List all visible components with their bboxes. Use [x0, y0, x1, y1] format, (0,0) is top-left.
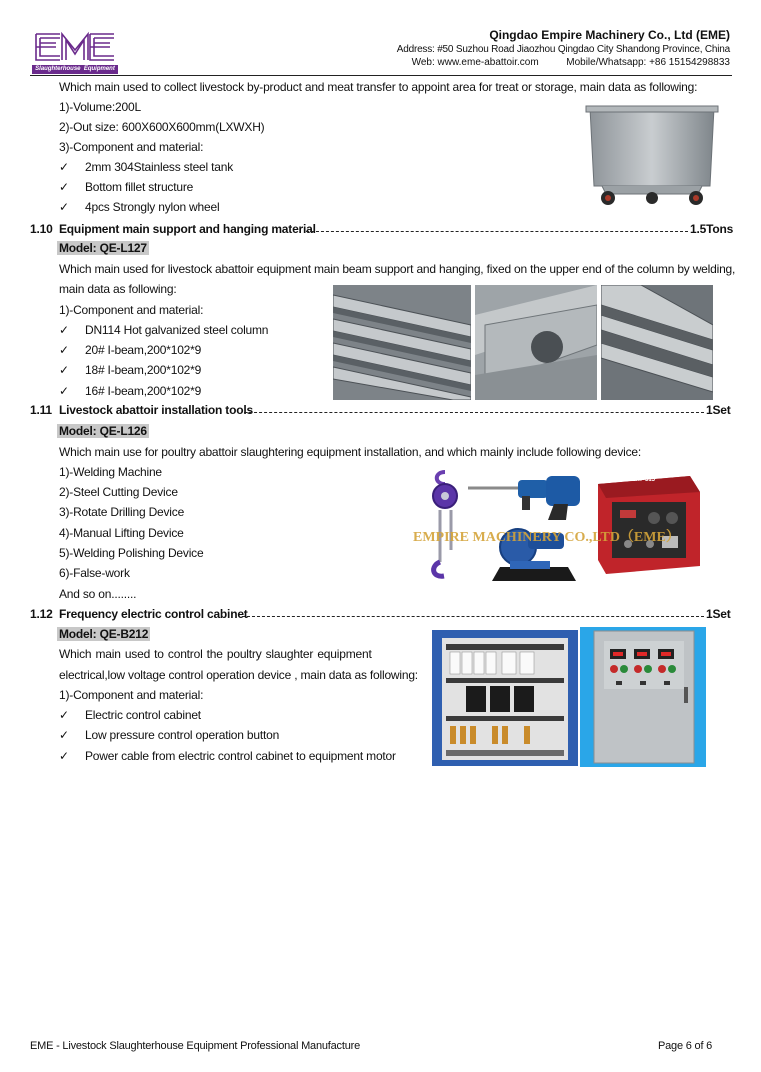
section-description-cont: main data as following:	[59, 282, 177, 296]
i-beam-stack-image	[333, 285, 471, 400]
tool-item: And so on........	[59, 587, 137, 601]
dotted-leader	[242, 616, 704, 617]
section-number: 1.11	[30, 403, 52, 417]
component-item: ✓ 18# I-beam,200*102*9	[85, 363, 201, 377]
tool-item: 5)-Welding Polishing Device	[59, 546, 204, 560]
company-logo	[30, 30, 120, 76]
component-item: ✓ DN114 Hot galvanized steel column	[85, 323, 268, 337]
control-cabinet-exterior-image	[580, 627, 706, 767]
section-description: Which main used for livestock abattoir equipment main beam support and hanging, fixed on the upper end of the column by welding,	[59, 262, 736, 276]
header-rule	[30, 75, 732, 76]
steel-tank-cart-image	[582, 98, 722, 208]
tool-item: 4)-Manual Lifting Device	[59, 526, 184, 540]
component-item: ✓ Electric control cabinet	[85, 708, 201, 722]
tool-item: 6)-False-work	[59, 566, 130, 580]
logo-subtitle: Slaughterhouse Equipment	[35, 66, 115, 72]
tool-item: 2)-Steel Cutting Device	[59, 485, 178, 499]
intro-item: ✓ 2mm 304Stainless steel tank	[85, 160, 233, 174]
dotted-leader	[244, 412, 704, 413]
page-number: Page 6 of 6	[658, 1040, 713, 1052]
model-label: Model: QE-B212	[59, 627, 149, 641]
dotted-leader	[306, 231, 688, 232]
welder-model-label: ZX7-315	[632, 477, 656, 483]
company-address: Address: #50 Suzhou Road Jiaozhou Qingdao City Shandong Province, China	[396, 44, 730, 55]
footer-tagline: EME - Livestock Slaughterhouse Equipment Professional Manufacture	[30, 1040, 361, 1052]
intro-item: ✓ Bottom fillet structure	[85, 180, 193, 194]
component-heading: 1)-Component and material:	[59, 303, 204, 317]
channel-steel-image	[601, 285, 713, 400]
intro-component: 3)-Component and material:	[59, 140, 204, 154]
intro-item: ✓ 4pcs Strongly nylon wheel	[85, 200, 219, 214]
section-quantity: 1Set	[706, 607, 731, 621]
tool-item: 3)-Rotate Drilling Device	[59, 505, 185, 519]
section-description-cont: electrical,low voltage control operation device , main data as following:	[59, 668, 418, 682]
company-mobile: Mobile/Whatsapp: +86 15154298833	[566, 57, 730, 68]
rotary-drill-image	[468, 470, 586, 522]
component-item: ✓ 16# I-beam,200*102*9	[85, 384, 201, 398]
intro-size: 2)-Out size: 600X600X600mm(LXWXH)	[59, 120, 265, 134]
intro-volume: 1)-Volume:200L	[59, 100, 141, 114]
section-number: 1.12	[30, 607, 53, 621]
model-label: Model: QE-L127	[59, 241, 147, 255]
company-web: Web: www.eme-abattoir.com	[411, 57, 539, 68]
section-number: 1.10	[30, 222, 53, 236]
company-watermark: EMPIRE MACHINERY CO.,LTD（EME）	[413, 530, 680, 545]
section-description: Which main used to control the poultry slaughter equipment	[59, 647, 372, 661]
control-cabinet-interior-image	[432, 630, 578, 766]
section-title: Equipment main support and hanging material	[59, 222, 316, 236]
section-description: Which main use for poultry abattoir slaughtering equipment installation, and which mainly include following device:	[59, 445, 641, 459]
component-item: ✓ 20# I-beam,200*102*9	[85, 343, 201, 357]
section-title: Livestock abattoir installation tools	[59, 403, 253, 417]
company-name: Qingdao Empire Machinery Co., Ltd (EME)	[489, 28, 730, 42]
model-label: Model: QE-L126	[59, 424, 147, 438]
welding-machine-image	[592, 470, 702, 575]
component-item: ✓ Low pressure control operation button	[85, 728, 279, 742]
section-title: Frequency electric control cabinet	[59, 607, 248, 621]
section-quantity: 1.5Tons	[690, 222, 734, 236]
tool-item: 1)-Welding Machine	[59, 465, 162, 479]
component-item: ✓ Power cable from electric control cabinet to equipment motor	[85, 749, 396, 763]
chain-hoist-image	[424, 470, 466, 582]
section-quantity: 1Set	[706, 403, 731, 417]
galvanized-column-image	[475, 285, 597, 400]
intro-description: Which main used to collect livestock by-product and meat transfer to appoint area for treat or storage, main data as following:	[59, 80, 698, 94]
component-heading: 1)-Component and material:	[59, 688, 204, 702]
